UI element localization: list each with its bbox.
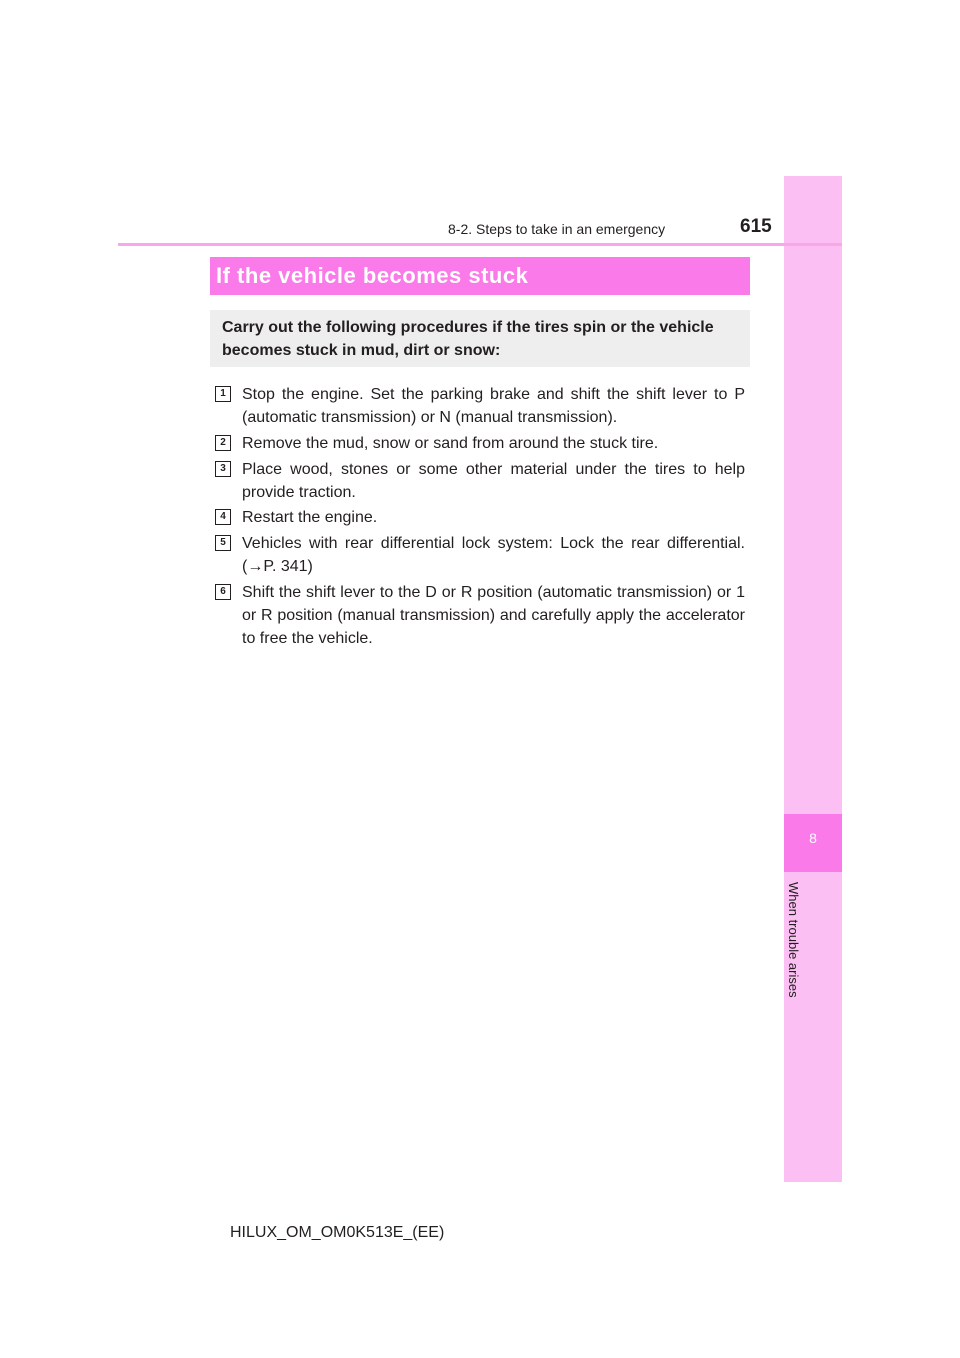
step-number: 5 <box>215 535 231 551</box>
step-number: 1 <box>215 386 231 402</box>
header-rule <box>118 243 842 246</box>
step-number: 6 <box>215 584 231 600</box>
step-text: Remove the mud, snow or sand from around the stuck tire. <box>242 435 659 452</box>
step-text: Vehicles with rear differential lock system: Lock the rear differential. (→P. 341) <box>242 535 745 575</box>
chapter-number: 8 <box>809 830 817 846</box>
side-tab <box>784 176 842 1182</box>
step-text: Shift the shift lever to the D or R position (automatic transmission) or 1 or R position (manual transmission) and carefully apply the accelerator to free the vehicle. <box>242 584 745 647</box>
chapter-title: When trouble arises <box>786 882 801 998</box>
step-number: 4 <box>215 509 231 525</box>
page-number: 615 <box>740 216 772 237</box>
step-number: 3 <box>215 461 231 477</box>
section-title: If the vehicle becomes stuck <box>216 263 529 288</box>
header-section-title: 8-2. Steps to take in an emergency <box>448 221 666 237</box>
step-number: 2 <box>215 435 231 451</box>
step-text: Restart the engine. <box>242 509 378 526</box>
intro-text: Carry out the following procedures if the tires spin or the vehicle becomes stuck in mud, dirt or snow: <box>222 319 714 359</box>
step-text: Place wood, stones or some other material under the tires to help provide traction. <box>242 461 745 501</box>
footer-doc-code: HILUX_OM_OM0K513E_(EE) <box>230 1224 445 1241</box>
step-text: Stop the engine. Set the parking brake and shift the shift lever to P (automatic transmission) or N (manual transmission). <box>242 386 745 426</box>
